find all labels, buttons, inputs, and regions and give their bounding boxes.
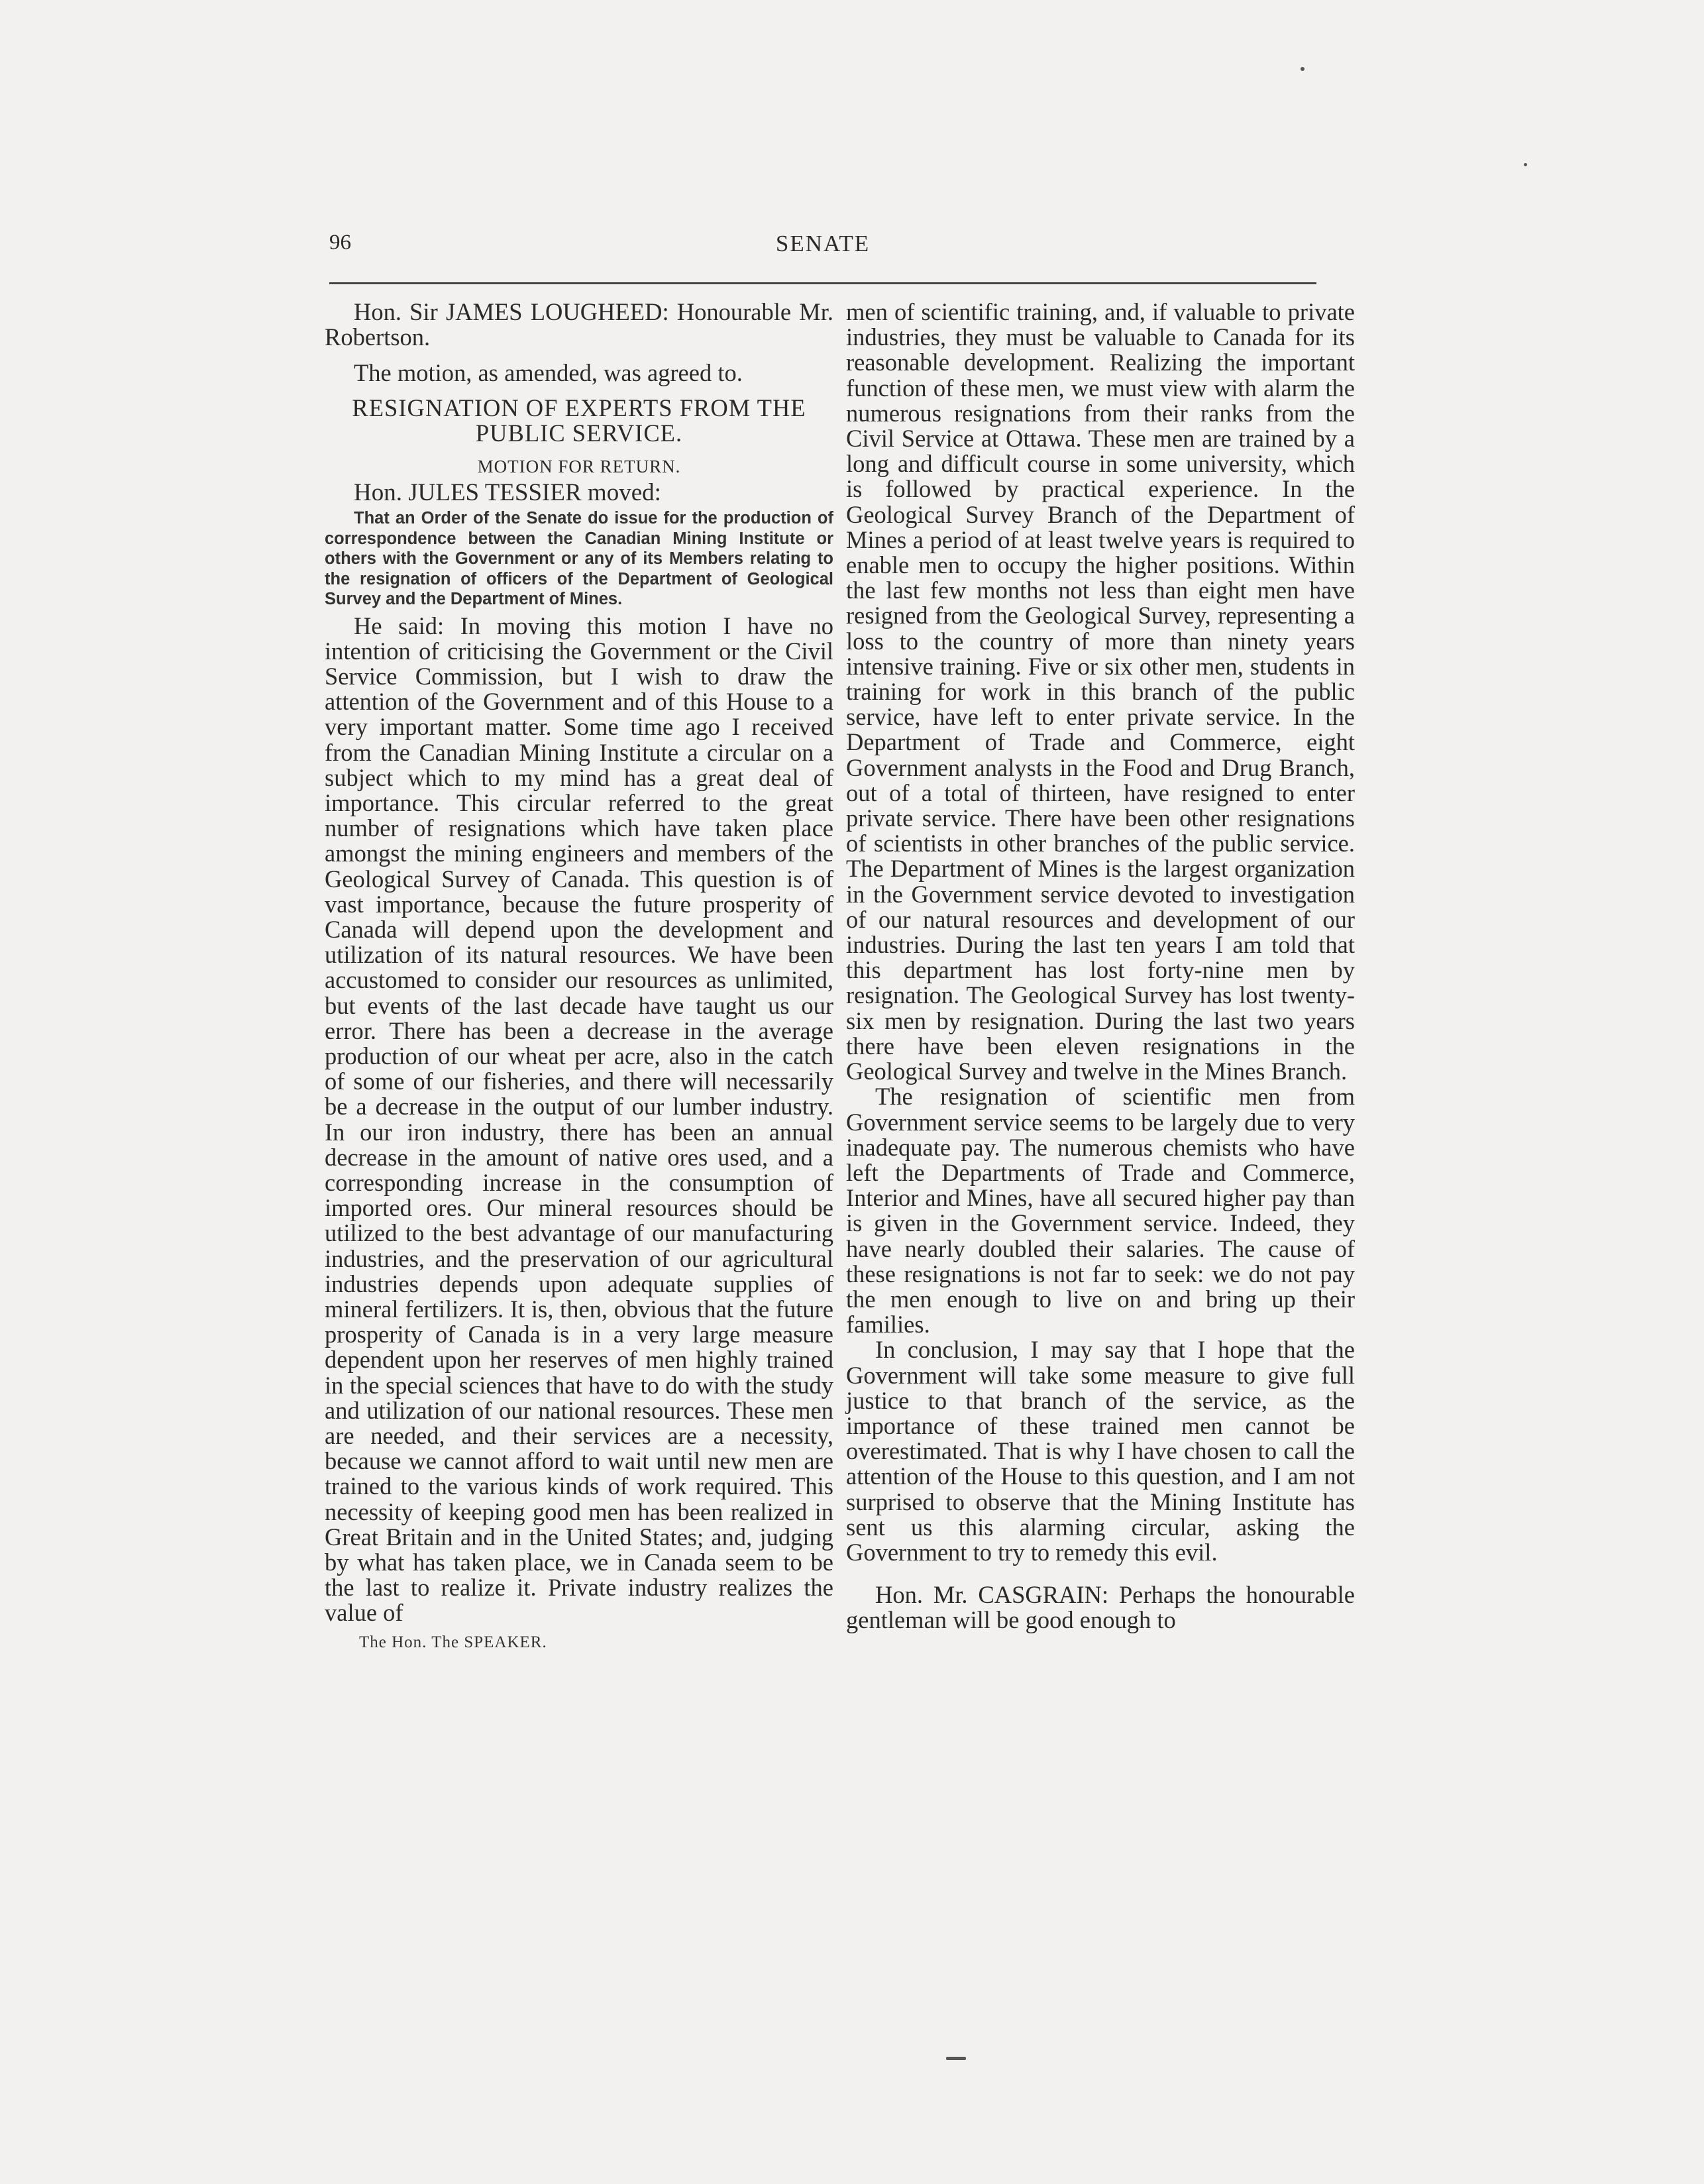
lougheed-paragraph: Hon. Sir JAMES LOUGHEED: Honourable Mr. Robertson. — [325, 298, 833, 351]
conclusion-paragraph: In conclusion, I may say that I hope that the Government will take some measure to give full justice to that branch of the service, as the importance of these trained men cannot be overestimated. That is why I have chosen to call the attention of the House to this question, and I am not surprised to observe that the Mining Institute has sent us this alarming circular, asking the Government to try to remedy this evil. — [846, 1336, 1355, 1566]
page-header — [329, 231, 1316, 261]
paragraph-spacer — [846, 1565, 1355, 1582]
page-number: 96 — [329, 231, 351, 254]
casgrain-paragraph: Hon. Mr. CASGRAIN: Perhaps the honourable gentleman will be good enough to — [846, 1581, 1355, 1634]
scan-speck — [1301, 67, 1305, 71]
scan-speck — [946, 2057, 966, 2060]
section-heading: RESIGNATION OF EXPERTS FROM THE PUBLIC SERVICE. — [352, 394, 806, 447]
page-title: SENATE — [775, 231, 871, 256]
mover-line: Hon. JULES TESSIER moved: — [354, 478, 661, 506]
motion-agreed-paragraph: The motion, as amended, was agreed to. — [354, 359, 743, 387]
header-rule — [329, 282, 1316, 284]
tessier-speech: He said: In moving this motion I have no intention of criticising the Government or the Civil Service Commission, but I wish to draw the attention of the Government and of this House to a very important matter. Some time ago I received from the Canadian Mining Institute a circular on a subject which to my mind has a great deal of importance. This circular referred to the great number of resignations which have taken place amongst the mining engineers and members of the Geological Survey of Canada. This question is of vast importance, because the future prosperity of Canada will depend upon the development and utilization of its natural resources. We have been accustomed to consider our resources as unlimited, but events of the last decade have taught us our error. There has been a decrease in the average production of our wheat per acre, also in the catch of some of our fisheries, and there will necessarily be a decrease in the output of our lumber industry. In our iron industry, there has been an annual decrease in the amount of native ores used, and a corresponding increase in the consumption of imported ores. Our mineral resources should be utilized to the best advantage of our manufacturing industries, and the preservation of our agricultural industries depends upon adequate supplies of mineral fertilizers. It is, then, obvious that the future prosperity of Canada is in a very large measure dependent upon her reserves of men highly trained in the special sciences that have to do with the study and utilization of our national resources. These men are needed, and their services are a necessity, because we cannot afford to wait until new men are trained to the various kinds of work required. This necessity of keeping good men has been realized in Great Britain and in the United States; and, judging by what has taken place, we in Canada seem to be the last to realize it. Private industry realizes the value of — [325, 612, 833, 1627]
speech-continuation: men of scientific training, and, if valuable to private industries, they must be valuable to Canada for its reasonable development. Realizing the important function of these men, we must view with alarm the numerous resignations from their ranks from the Civil Service at Ottawa. These men are trained by a long and difficult course in some university, which is followed by practical experience. In the Geological Survey Branch of the Department of Mines a period of at least twelve years is required to enable men to occupy the higher positions. Within the last few months not less than eight men have resigned from the Geological Survey, representing a loss to the country of more than ninety years intensive training. Five or six other men, students in training for work in this branch of the public service, have left to enter private service. In the Department of Trade and Commerce, eight Government analysts in the Food and Drug Branch, out of a total of thirteen, have resigned to enter private service. There have been other resignations of scientists in other branches of the public service. The Department of Mines is the largest organization in the Government service devoted to investigation of our natural resources and development of our industries. During the last ten years I am told that this department has lost forty-nine men by resignation. The Geological Survey has lost twenty-six men by resignation. During the last two years there have been eleven resignations in the Geological Survey and twelve in the Mines Branch. — [846, 298, 1355, 1085]
left-column — [325, 300, 833, 1655]
motion-text: That an Order of the Senate do issue for the production of correspondence between the Canadian Mining Institute or others with the Government or any of its Members relating to the resignation of officers of the Department of Geological Survey and the Department of Mines. — [325, 509, 833, 609]
page-footer-note: The Hon. The SPEAKER. — [359, 1633, 547, 1651]
motion-subheading: MOTION FOR RETURN. — [477, 456, 681, 476]
right-column — [846, 300, 1355, 1633]
inadequate-pay-paragraph: The resignation of scientific men from Government service seems to be largely due to very inadequate pay. The numerous chemists who have left the Departments of Trade and Commerce, Interior and Mines, have all secured higher pay than is given in the Government service. Indeed, they have nearly doubled their salaries. The cause of these resignations is not far to seek: we do not pay the men enough to live on and bring up their families. — [846, 1083, 1355, 1338]
scan-speck — [1524, 163, 1527, 166]
